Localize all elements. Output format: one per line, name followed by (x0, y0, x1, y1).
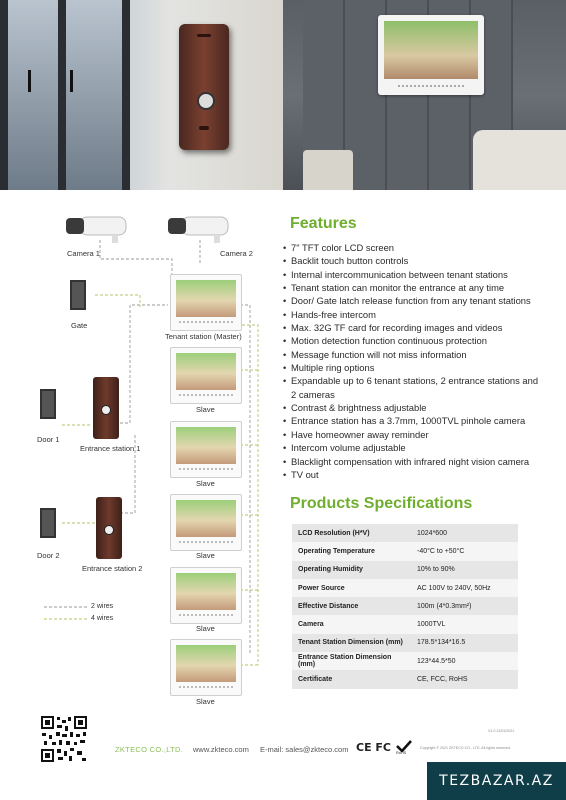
feature-item: • Intercom volume adjustable (283, 441, 553, 454)
spec-row (292, 542, 518, 560)
features-list (283, 241, 553, 481)
wiring-diagram (0, 195, 285, 725)
entrance-station-photo (179, 24, 229, 150)
website-link[interactable]: www.zkteco.com (193, 745, 249, 754)
slave-station-icon (170, 494, 242, 551)
ce-fcc-marks: CE FC (356, 741, 392, 754)
slave-station-icon (170, 567, 242, 624)
spec-key: Operating Humidity (292, 561, 411, 579)
spec-key: Effective Distance (292, 597, 411, 615)
hero-banner-image (0, 0, 566, 190)
feature-item: • Backlit touch button controls (283, 254, 553, 267)
spec-row (292, 561, 518, 579)
rohs-check-icon (396, 739, 412, 757)
specs-title: Products Specifications (290, 495, 473, 512)
spec-row (292, 524, 518, 542)
feature-item: • Message function will not miss information (283, 348, 553, 361)
gate-icon (68, 279, 88, 311)
tenant-station-master-icon (170, 274, 242, 331)
feature-item: • Contrast & brightness adjustable (283, 401, 553, 414)
spec-key: Camera (292, 615, 411, 633)
feature-item: • Have homeowner away reminder (283, 428, 553, 441)
feature-item: • Max. 32G TF card for recording images and videos (283, 321, 553, 334)
camera-2-label: Camera 2 (220, 249, 253, 258)
feature-item: • TV out (283, 468, 553, 481)
door-1-icon (38, 388, 58, 420)
spec-row (292, 579, 518, 597)
copyright-text: Copyright © 2021 ZKTECO CO., LTD. All rights reserved. (420, 746, 512, 750)
entrance-station-2-label: Entrance station 2 (82, 564, 143, 573)
rohs-label: RoHS (396, 751, 407, 755)
specs-table (292, 524, 518, 689)
slave-label: Slave (196, 405, 215, 414)
entrance-station-1-label: Entrance station 1 (80, 444, 141, 453)
version-text: V1.0 12/01/2021 (488, 729, 515, 733)
slave-label: Slave (196, 479, 215, 488)
spec-value: -40°C to +50°C (411, 542, 518, 560)
features-section (290, 215, 357, 233)
camera-1-icon (64, 213, 128, 239)
legend-4-wires: 4 wires (91, 615, 114, 622)
spec-key: Operating Temperature (292, 542, 411, 560)
slave-station-icon (170, 421, 242, 478)
spec-value: 100m (4*0.3mm²) (411, 597, 518, 615)
window-frame (0, 0, 130, 190)
tenant-station-master-label: Tenant station (Master) (165, 332, 242, 341)
door-1-label: Door 1 (37, 435, 60, 444)
slave-label: Slave (196, 624, 215, 633)
feature-item: • Entrance station has a 3.7mm, 1000TVL pinhole camera (283, 414, 553, 427)
door-2-icon (38, 507, 58, 539)
feature-item: • Multiple ring options (283, 361, 553, 374)
spec-value: 123*44.5*50 (411, 652, 518, 670)
email-link[interactable]: E-mail: sales@zkteco.com (260, 745, 349, 754)
camera-2-icon (166, 213, 230, 239)
feature-item: • Expandable up to 6 tenant stations, 2 entrance stations and (283, 374, 553, 387)
spec-key: Tenant Station Dimension (mm) (292, 634, 411, 652)
specs-section (290, 495, 472, 513)
company-name: ZKTECO CO.,LTD. (115, 745, 184, 754)
feature-item: • Hands-free intercom (283, 308, 553, 321)
feature-item: • 7" TFT color LCD screen (283, 241, 553, 254)
spec-row (292, 597, 518, 615)
slave-station-icon (170, 639, 242, 696)
spec-value: 1024*600 (411, 524, 518, 542)
door-2-label: Door 2 (37, 551, 60, 560)
camera-1-label: Camera 1 (67, 249, 100, 258)
feature-item: • Door/ Gate latch release function from any tenant stations (283, 294, 553, 307)
spec-row (292, 670, 518, 688)
spec-value: 178.5*134*16.5 (411, 634, 518, 652)
entrance-station-1-icon (93, 377, 119, 439)
spec-key: LCD Resolution (H*V) (292, 524, 411, 542)
legend-2-wires: 2 wires (91, 603, 114, 610)
features-title: Features (290, 215, 357, 232)
spec-key: Certificate (292, 670, 411, 688)
feature-item: • Tenant station can monitor the entrance at any time (283, 281, 553, 294)
spec-key: Entrance Station Dimension (mm) (292, 652, 411, 670)
feature-item: • Blacklight compensation with infrared night vision camera (283, 455, 553, 468)
spec-row (292, 652, 518, 670)
gate-label: Gate (71, 321, 88, 330)
slave-label: Slave (196, 551, 215, 560)
spec-value: AC 100V to 240V, 50Hz (411, 579, 518, 597)
watermark-banner: TEZBAZAR.AZ (427, 762, 566, 800)
spec-row (292, 634, 518, 652)
spec-value: 1000TVL (411, 615, 518, 633)
spec-key: Power Source (292, 579, 411, 597)
spec-value: 10% to 90% (411, 561, 518, 579)
slave-label: Slave (196, 697, 215, 706)
slave-station-icon (170, 347, 242, 404)
spec-value: CE, FCC, RoHS (411, 670, 518, 688)
feature-item: • Internal intercommunication between tenant stations (283, 268, 553, 281)
feature-item: 2 cameras (291, 388, 335, 400)
feature-item: • Motion detection function continuous protection (283, 334, 553, 347)
spec-row (292, 615, 518, 633)
qr-code-icon (40, 715, 88, 763)
entrance-station-2-icon (96, 497, 122, 559)
tenant-station-photo (378, 15, 484, 95)
wiring-lines (0, 195, 285, 725)
